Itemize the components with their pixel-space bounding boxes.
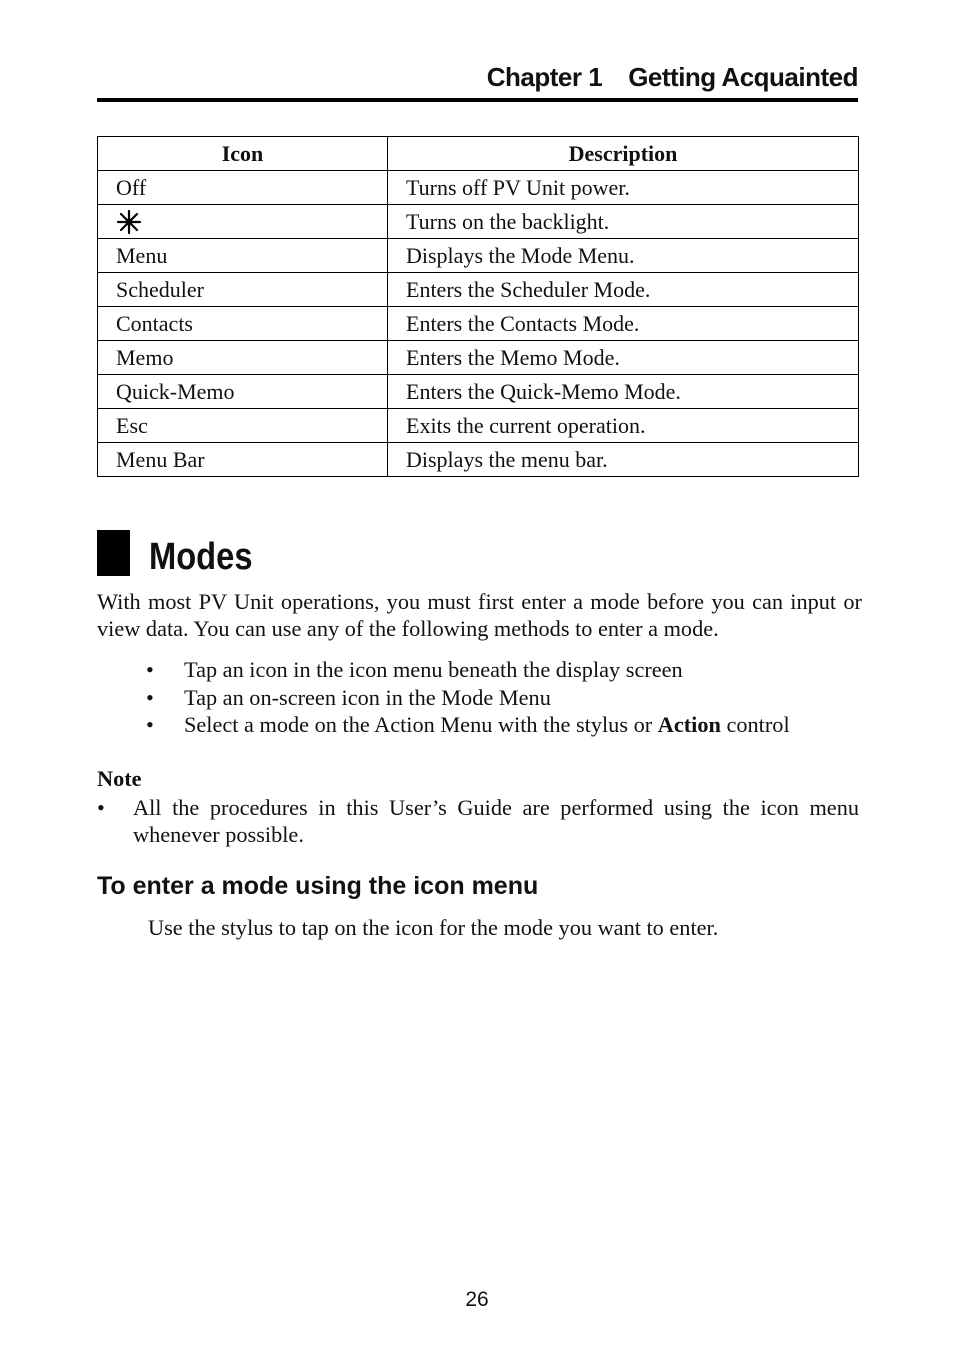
backlight-star-icon [116, 209, 142, 235]
icon-cell: Menu Bar [98, 443, 388, 477]
icon-cell [98, 205, 388, 239]
instruction-text: Use the stylus to tap on the icon for the mode you want to enter. [148, 915, 719, 940]
table-row [98, 443, 859, 477]
icon-cell: Memo [98, 341, 388, 375]
chapter-header [97, 58, 858, 102]
table-header-row [98, 137, 859, 171]
description-cell: Displays the menu bar. [388, 443, 859, 477]
table-row [98, 171, 859, 205]
table-row [98, 239, 859, 273]
description-cell: Turns off PV Unit power. [388, 171, 859, 205]
description-cell: Turns on the backlight. [388, 205, 859, 239]
chapter-title: Getting Acquainted [628, 62, 858, 92]
table-row [98, 341, 859, 375]
bullet: • [146, 657, 154, 682]
description-cell: Enters the Quick-Memo Mode. [388, 375, 859, 409]
note-item [97, 794, 859, 848]
list-item [146, 684, 790, 712]
description-cell: Exits the current operation. [388, 409, 859, 443]
icon-cell: Menu [98, 239, 388, 273]
description-cell: Displays the Mode Menu. [388, 239, 859, 273]
list-item-text: Tap an icon in the icon menu beneath the display screen [184, 657, 683, 682]
list-item-text: Tap an on-screen icon in the Mode Menu [184, 684, 551, 710]
section-title: Modes [149, 536, 253, 578]
list-item [146, 656, 790, 684]
intro-paragraph: With most PV Unit operations, you must first enter a mode before you can input or view data. You can use any of the following methods to enter a mode. [97, 589, 862, 641]
bullet: • [146, 684, 154, 710]
list-item-text-end: control [720, 712, 790, 737]
note-text: All the procedures in this User’s Guide are performed using the icon menu whenever possible. [133, 795, 859, 847]
icon-cell: Quick-Memo [98, 375, 388, 409]
description-cell: Enters the Contacts Mode. [388, 307, 859, 341]
description-cell: Enters the Scheduler Mode. [388, 273, 859, 307]
page-number: 26 [465, 1288, 489, 1311]
column-header-description: Description [388, 137, 859, 171]
action-control-name: Action [657, 712, 721, 737]
list-item [146, 711, 790, 739]
icon-description-table [97, 136, 859, 477]
table-row [98, 273, 859, 307]
methods-list [146, 656, 790, 739]
description-cell: Enters the Memo Mode. [388, 341, 859, 375]
icon-cell: Off [98, 171, 388, 205]
table-row [98, 409, 859, 443]
note-label: Note [97, 766, 142, 791]
table-row [98, 375, 859, 409]
table-row [98, 307, 859, 341]
icon-cell: Scheduler [98, 273, 388, 307]
subsection-heading: To enter a mode using the icon menu [97, 872, 539, 900]
chapter-number: Chapter 1 [486, 62, 603, 92]
icon-cell: Esc [98, 409, 388, 443]
bullet: • [97, 795, 105, 820]
bullet: • [146, 712, 154, 737]
table-row [98, 205, 859, 239]
column-header-icon: Icon [98, 137, 388, 171]
icon-cell: Contacts [98, 307, 388, 341]
section-marker-block [97, 530, 130, 576]
list-item-text: Select a mode on the Action Menu with the stylus or [184, 712, 658, 737]
